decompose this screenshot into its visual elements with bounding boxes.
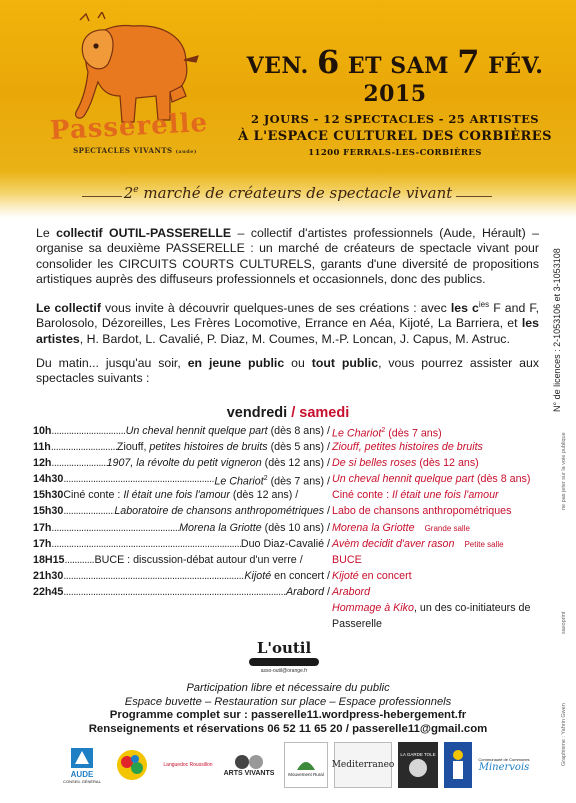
event-dates: VEN. 6 ET SAM 7 FÉV. 2015 (246, 43, 544, 107)
logo-subtitle: SPECTACLES VIVANTS (aude) (73, 146, 197, 155)
figure-icon (447, 747, 469, 783)
minervois-logo: Communauté de Communes Minervois (478, 757, 530, 773)
region-logo (112, 742, 152, 788)
no-throw-notice: ne pas jeter sur la voie publique (561, 432, 567, 510)
aude-logo: AUDE CONSEIL GÉNÉRAL (60, 742, 104, 788)
blue-sponsor-logo (444, 742, 472, 788)
outil-logo: L'outil asso-outil@orange.fr (244, 639, 324, 681)
program-row (33, 536, 548, 552)
arts-vivants-mark-icon (234, 754, 264, 770)
tribute-line: Hommage à Kiko, un des co-initiateurs de (332, 602, 531, 615)
aude-mark-icon (69, 746, 95, 770)
intro-text (36, 226, 539, 396)
saturday-slot: Arabord (332, 585, 371, 598)
licences-text: N° de licences : 2-1053106 et 3-1053108 (552, 248, 562, 412)
mediterraneo-logo: Mediterraneo (334, 742, 392, 788)
friday-slot: 22h45 ..... Arabord / (33, 584, 330, 600)
program-row (33, 552, 548, 568)
saturday-slot: Labo de chansons anthropométriques (332, 505, 512, 518)
saturday-slot: Avèm decidit d'aver rason Petite salle (332, 537, 504, 550)
event-address: 11200 FERRALS-LES-CORBIÈRES (308, 148, 482, 158)
saturday-heading: samedi (299, 405, 350, 421)
footer-services: Espace buvette – Restauration sur place – Espace professionnels (124, 695, 452, 708)
friday-heading: vendredi (226, 405, 288, 421)
footer-program-link[interactable]: Programme complet sur : passerelle11.wordpress-hebergement.fr (109, 709, 467, 721)
footer-contact[interactable]: Renseignements et réservations 06 52 11 65 20 / passerelle11@gmail.com (88, 722, 488, 735)
program-row-extra (33, 600, 548, 616)
intro-paragraph-3: Du matin... jusqu'au soir, en jeune public ou tout public, vous pourrez assister aux spectacles suivants : (36, 355, 540, 386)
mouvement-rural-logo: Mouvement Rural (284, 742, 328, 788)
subtitle: 2e marché de créateurs de spectacle vivant (123, 184, 453, 202)
region-mark-icon (115, 748, 149, 782)
program-row (33, 568, 548, 584)
friday-slot: 11h ..... Ziouff, petites histoires de bruits (dès 5 ans) / (33, 439, 330, 455)
saturday-slot: De si belles roses (dès 12 ans) (332, 457, 479, 470)
footer-participation: Participation libre et nécessaire du public (186, 682, 390, 694)
footer-info (0, 682, 576, 736)
program-row (33, 584, 548, 600)
region-text-logo: Languedoc Roussillon (163, 762, 213, 768)
friday-slot: 10h ..... Un cheval hennit quelque part (dès 8 ans) / (33, 423, 330, 439)
friday-slot: 15h30 ..... Laboratoire de chansons anthropométriques / (33, 503, 330, 519)
garde-tole-logo: LA GARDE TOLE (398, 742, 438, 788)
rural-mark-icon (295, 754, 317, 772)
friday-slot: 17h ..... Morena la Griotte (dès 10 ans) / (33, 520, 330, 536)
program-row (33, 503, 548, 519)
printer-credit: saxoprint (561, 611, 567, 634)
event-header (225, 43, 565, 161)
program-row (33, 520, 548, 536)
elephant-eye-icon (93, 43, 98, 48)
friday-slot: 12h ..... 1907, la révolte du petit vigneron (dès 12 ans) / (33, 455, 330, 471)
saturday-slot: Ziouff, petites histoires de bruits (332, 441, 483, 454)
program-row (33, 439, 548, 455)
saturday-slot: Ciné conte : Il était une fois l'amour (332, 489, 499, 502)
event-venue: À L'ESPACE CULTUREL DES CORBIÈRES (238, 129, 552, 144)
saturday-slot: Un cheval hennit quelque part (dès 8 ans) (332, 473, 531, 486)
outil-bar-icon (249, 658, 319, 666)
garde-tole-mark-icon (407, 757, 429, 779)
day-headings: vendredi / samedi (226, 405, 350, 421)
logo-wordmark: Passerelle (49, 107, 209, 147)
friday-slot: 18H15 ..... BUCE : discussion-débat autour d'un verre / (33, 552, 330, 568)
saturday-slot: Morena la Griotte Grande salle (332, 521, 470, 534)
program-row (33, 471, 548, 487)
program-row (33, 455, 548, 471)
arts-vivants-logo: ARTS VIVANTS (222, 742, 276, 788)
saturday-slot: Kijoté en concert (332, 569, 412, 582)
intro-paragraph-1: Le collectif OUTIL-PASSERELLE – collectif d'artistes professionnels (Aude, Hérault) – organise sa deuxième PASSERELLE : un marché de créateurs de spectacle vivant pour consolider les CIRCUITS COURTS CULTURELS, garants d'une diversité de propositions artistiques auprès des diffuseurs professionnels et occasionnels, donc des publics. (36, 226, 539, 287)
saturday-slot: BUCE (332, 553, 362, 566)
program-row (33, 487, 548, 503)
sponsor-logos (60, 742, 530, 788)
divider-right (456, 196, 492, 197)
friday-slot: 14h30 ..... Le Chariot$^2$ (dès 7 ans) / (33, 471, 330, 487)
saturday-slot: Le Chariot$^2$ (dès 7 ans) (332, 427, 442, 440)
friday-slot: 15h30 Ciné conte : Il était une fois l'amour (dès 12 ans) / (33, 489, 299, 502)
program-row-extra: Passerelle (332, 618, 382, 631)
program-row (33, 423, 548, 439)
header-banner (0, 0, 576, 172)
graphism-credit: Graphisme : Yahrin Gwen (561, 703, 567, 766)
friday-slot: 21h30 ..... Kijoté en concert / (33, 568, 330, 584)
event-summary: 2 JOURS - 12 SPECTACLES - 25 ARTISTES (251, 112, 539, 126)
intro-paragraph-2: Le collectif vous invite à découvrir quelques-unes de ses créations : avec les $c^{ies}$ F and F, Barolosolo, Dézoreilles, Les Frères Locomotive, Errance en Aéa, Kijoté, La Barriera, et les artistes, H. Bardot, L. Cavalié, P. Diaz, M. Coumes, M.-P. Loncan, J. Capus, M. Astruc. (36, 299, 539, 346)
friday-slot: 17h ..... Duo Diaz-Cavalié / (33, 536, 330, 552)
subtitle-band (0, 172, 576, 218)
program-table (33, 423, 548, 632)
